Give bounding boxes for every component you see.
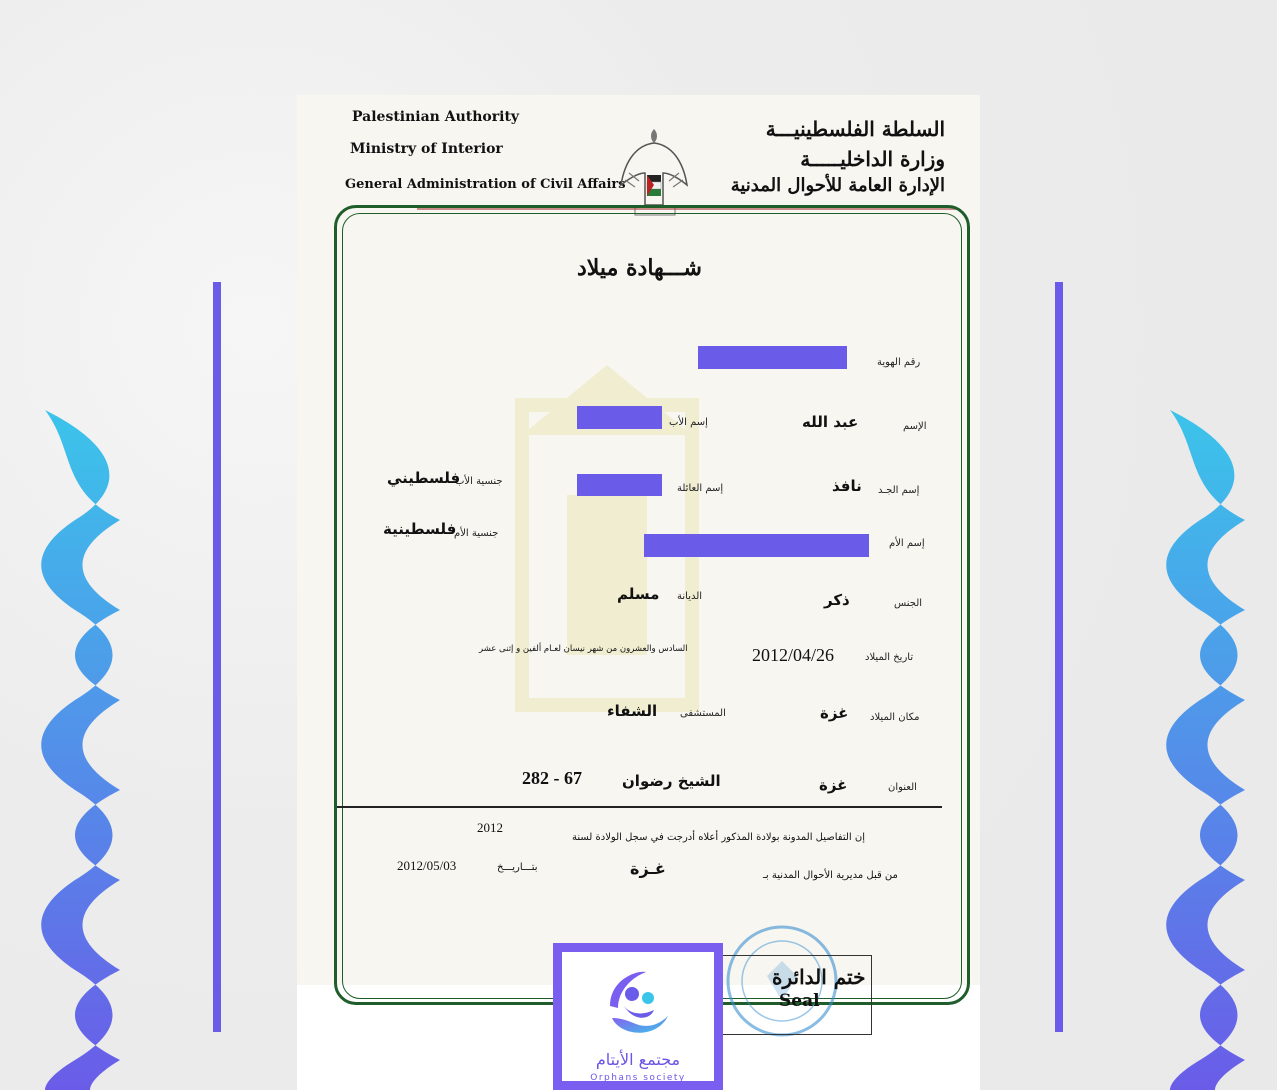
header-ar-authority: السلطة الفلسطينيـــة: [765, 117, 945, 141]
religion-value: مسلم: [617, 585, 660, 603]
father-nationality-label: جنسية الأب: [455, 476, 503, 487]
sex-label: الجنس: [894, 598, 923, 609]
left-accent-bar: [213, 282, 221, 1032]
family-name-redacted: [577, 474, 662, 496]
mother-name-label: إسم الأم: [889, 538, 925, 549]
hospital-label: المستشفى: [680, 708, 726, 719]
header-ar-ministry: وزارة الداخليـــــة: [800, 147, 945, 171]
issue-date: 2012/05/03: [397, 858, 457, 873]
grandfather-value: نافذ: [832, 477, 862, 495]
place-of-birth-value: غزة: [820, 704, 849, 722]
mother-nationality-label: جنسية الأم: [454, 528, 499, 539]
issue-date-label: بتـــاريـــخ: [497, 862, 538, 873]
header-en-ministry: Ministry of Interior: [350, 141, 503, 157]
address-label: العنوان: [888, 782, 917, 793]
header-en-authority: Palestinian Authority: [352, 109, 520, 125]
father-name-redacted: [577, 406, 662, 429]
mother-nationality-value: فلسطينية: [383, 520, 457, 538]
id-label: رقم الهوية: [877, 357, 921, 368]
header-en-administration: General Administration of Civil Affairs: [345, 177, 626, 192]
left-wave-decoration: [30, 410, 125, 1090]
name-value: عبد الله: [802, 413, 859, 431]
address-city: غزة: [819, 776, 848, 794]
father-nationality-value: فلسطيني: [387, 469, 461, 487]
grandfather-label: إسم الجـد: [878, 485, 920, 496]
right-wave-decoration: [1155, 410, 1250, 1090]
logo-name-en: Orphans society: [590, 1073, 686, 1083]
family-hug-icon: [606, 966, 672, 1044]
registration-statement: إن التفاصيل المدونة بولادة المذكور أعلاه أدرجت في سجل الولادة لسنة: [572, 832, 865, 843]
header-ar-administration: الإدارة العامة للأحوال المدنية: [730, 175, 945, 196]
orphans-society-logo: [553, 943, 723, 1090]
place-of-birth-label: مكان الميلاد: [870, 712, 920, 723]
address-number: 282 - 67: [522, 768, 582, 788]
mother-name-redacted: [644, 534, 869, 557]
logo-name-ar: مجتمع الأيتام: [595, 1050, 681, 1069]
family-name-label: إسم العائلة: [677, 483, 724, 494]
dob-value: 2012/04/26: [752, 645, 835, 665]
sex-value: ذكر: [824, 591, 850, 609]
dob-label: تاريخ الميلاد: [865, 652, 914, 663]
separator-line: [337, 806, 942, 808]
dob-in-words: السادس والعشرون من شهر نيسان لعـام ألفين و إثنى عشر: [479, 644, 688, 654]
registration-year: 2012: [477, 820, 503, 835]
address-street: الشيخ رضوان: [622, 772, 721, 790]
birth-certificate: [297, 95, 980, 1090]
religion-label: الديانة: [677, 591, 703, 602]
right-accent-bar: [1055, 282, 1063, 1032]
seal-label-en: Seal: [779, 991, 820, 1011]
issued-by-statement: من قبل مديرية الأحوال المدنية بـ: [763, 870, 898, 881]
father-name-label: إسم الأب: [669, 417, 708, 428]
hospital-value: الشفاء: [607, 702, 658, 720]
id-value-redacted: [698, 346, 847, 369]
seal-label-ar: ختم الدائرة: [772, 965, 866, 989]
certificate-title: شـــهادة ميلاد: [577, 255, 702, 281]
name-label: الإسم: [903, 421, 927, 432]
issued-city: غـزة: [630, 859, 666, 878]
